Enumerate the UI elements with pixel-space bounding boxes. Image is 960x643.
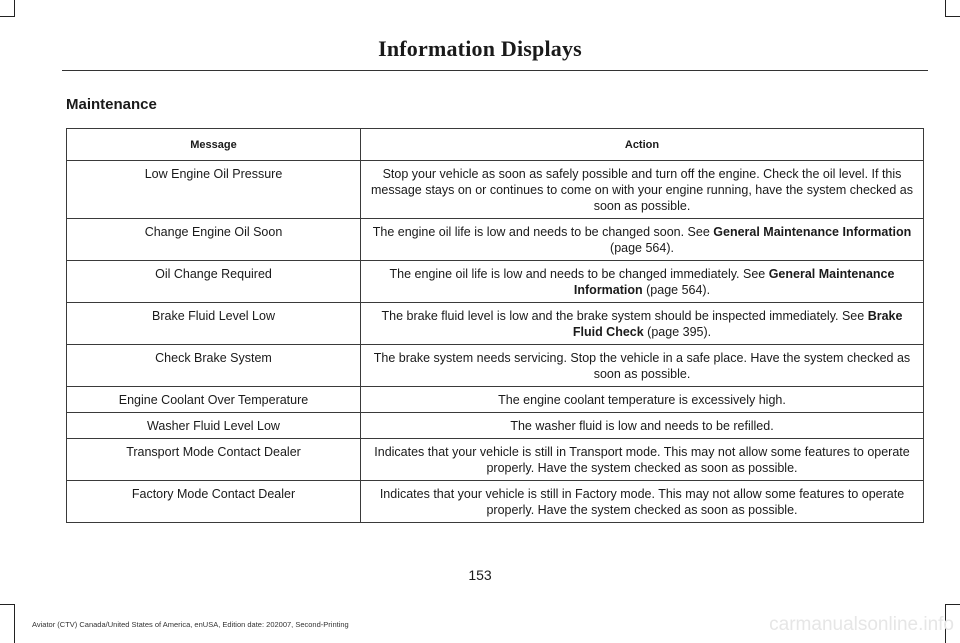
action-text: The engine oil life is low and needs to be changed soon. See <box>372 225 714 239</box>
table-row <box>67 387 924 413</box>
message-cell: Change Engine Oil Soon <box>67 219 361 261</box>
message-cell: Washer Fluid Level Low <box>67 413 361 439</box>
action-text: The brake fluid level is low and the brake system should be inspected immediately. See <box>381 309 868 323</box>
message-cell: Engine Coolant Over Temperature <box>67 387 361 413</box>
table-row <box>67 261 924 303</box>
action-cell: Indicates that your vehicle is still in Factory mode. This may not allow some features to operate properly. Have the system checked as soon as possible. <box>361 481 924 523</box>
message-cell: Transport Mode Contact Dealer <box>67 439 361 481</box>
table-header-row <box>67 129 924 161</box>
crop-mark-top-right-v <box>945 0 946 16</box>
page-reference: (page 564). <box>610 241 674 255</box>
cross-reference-link[interactable]: General Maintenance Information <box>573 267 895 297</box>
action-cell: The washer fluid is low and needs to be refilled. <box>361 413 924 439</box>
column-header-message: Message <box>67 129 361 161</box>
action-cell: The engine coolant temperature is excessively high. <box>361 387 924 413</box>
column-header-action: Action <box>361 129 924 161</box>
crop-mark-bottom-right-h <box>945 604 960 605</box>
cross-reference-link[interactable]: General Maintenance Information <box>713 225 912 239</box>
message-cell: Oil Change Required <box>67 261 361 303</box>
header-divider <box>62 70 928 71</box>
table-row <box>67 345 924 387</box>
maintenance-table <box>66 128 924 523</box>
section-title: Maintenance <box>66 96 157 113</box>
crop-mark-bottom-left-v <box>14 604 15 643</box>
table-row <box>67 413 924 439</box>
action-cell <box>361 261 924 303</box>
crop-mark-bottom-left-h <box>0 604 15 605</box>
message-cell: Check Brake System <box>67 345 361 387</box>
page-title: Information Displays <box>378 36 582 61</box>
table-row <box>67 303 924 345</box>
crop-mark-top-right-h <box>945 16 960 17</box>
crop-mark-top-left-v <box>14 0 15 16</box>
message-cell: Brake Fluid Level Low <box>67 303 361 345</box>
page-reference: (page 395). <box>643 325 712 339</box>
action-text: The engine oil life is low and needs to be changed immediately. See <box>389 267 769 281</box>
action-cell <box>361 303 924 345</box>
table-row <box>67 219 924 261</box>
edition-note: Aviator (CTV) Canada/United States of America, enUSA, Edition date: 202007, Second-Printing <box>32 620 349 629</box>
crop-mark-top-left-h <box>0 16 15 17</box>
page-reference: (page 564). <box>642 283 711 297</box>
table-row <box>67 439 924 481</box>
action-cell <box>361 219 924 261</box>
watermark: carmanualsonline.info <box>769 614 954 635</box>
action-cell: Stop your vehicle as soon as safely possible and turn off the engine. Check the oil level. If this message stays on or continues to come on with your engine running, have the system checked as soon as possible. <box>361 161 924 219</box>
table-row <box>67 481 924 523</box>
table-row <box>67 161 924 219</box>
page-number: 153 <box>468 567 492 583</box>
cross-reference-link[interactable]: Brake Fluid Check <box>572 309 903 339</box>
message-cell: Low Engine Oil Pressure <box>67 161 361 219</box>
action-cell: Indicates that your vehicle is still in Transport mode. This may not allow some features to operate properly. Have the system checked as soon as possible. <box>361 439 924 481</box>
action-cell: The brake system needs servicing. Stop the vehicle in a safe place. Have the system checked as soon as possible. <box>361 345 924 387</box>
message-cell: Factory Mode Contact Dealer <box>67 481 361 523</box>
